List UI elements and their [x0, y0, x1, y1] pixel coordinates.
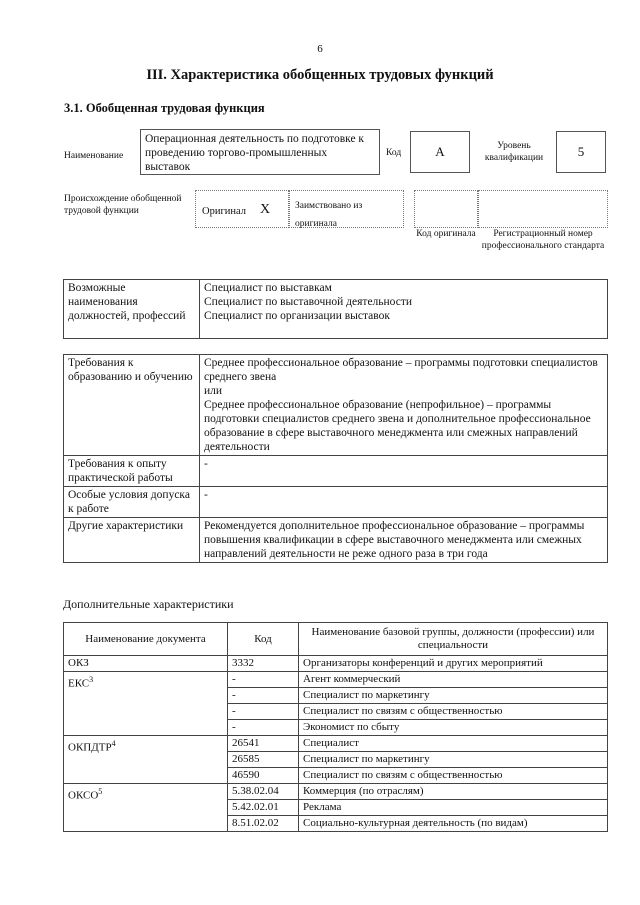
table-row [64, 784, 608, 800]
col-name-header: Наименование базовой группы, должности (профессии) или специальности [299, 623, 608, 656]
req-education-label: Требования к образованию и обучению [64, 355, 200, 456]
occupation-name-cell: Социально-культурная деятельность (по видам) [299, 816, 608, 832]
occupation-name-cell: Специалист по маркетингу [299, 688, 608, 704]
position-item: Специалист по выставкам [204, 282, 332, 294]
code-cell: - [228, 688, 299, 704]
code-value: А [410, 131, 470, 173]
borrowed-cell [289, 190, 404, 228]
req-experience-value: - [200, 456, 608, 487]
doc-name-cell [64, 784, 228, 832]
occupation-name-cell: Специалист [299, 736, 608, 752]
doc-name-cell [64, 736, 228, 784]
code-cell: 3332 [228, 656, 299, 672]
req-line: или [204, 385, 223, 397]
level-value: 5 [556, 131, 606, 173]
occupation-name-cell: Организаторы конференций и других мероприятий [299, 656, 608, 672]
code-cell: 26541 [228, 736, 299, 752]
doc-name: ОКЗ [68, 657, 89, 669]
footnote-ref: 5 [98, 787, 103, 796]
code-original-label: Код оригинала [416, 229, 476, 239]
code-cell: 46590 [228, 768, 299, 784]
additional-title: Дополнительные характеристики [63, 597, 234, 611]
req-other-value: Рекомендуется дополнительное профессиональное образование – программы повышения квалификации в сфере выставочного менеджмента или смежных направлений деятельности не реже одного раза в три года [200, 518, 608, 563]
position-item: Специалист по выставочной деятельности [204, 296, 413, 308]
occupation-name-cell: Специалист по маркетингу [299, 752, 608, 768]
doc-name: ОКПДТР [68, 741, 112, 754]
positions-values [200, 280, 608, 339]
req-line: Среднее профессиональное образование (непрофильное) – программы подготовки специалистов среднего звена и дополнительное профессиональное образование в сфере выставочного менеджмента или смежных направлений деятельности [204, 399, 591, 453]
original-cell [195, 190, 289, 228]
code-label: Код [386, 148, 402, 158]
positions-label: Возможные наименования должностей, профессий [64, 280, 200, 339]
occupation-name-cell: Агент коммерческий [299, 672, 608, 688]
occupation-name-cell: Экономист по сбыту [299, 720, 608, 736]
footnote-ref: 3 [89, 675, 94, 684]
occupation-name-cell: Коммерция (по отраслям) [299, 784, 608, 800]
code-cell: 5.42.02.01 [228, 800, 299, 816]
table-row [64, 736, 608, 752]
footnote-ref: 4 [111, 739, 116, 748]
occupation-name-cell: Реклама [299, 800, 608, 816]
subsection-title: 3.1. Обобщенная трудовая функция [64, 101, 265, 115]
level-label: Уровень квалификации [484, 141, 544, 163]
code-cell: 26585 [228, 752, 299, 768]
reg-number-label: Регистрационный номер профессионального стандарта [481, 229, 605, 251]
req-admission-label: Особые условия допуска к работе [64, 487, 200, 518]
function-name-value: Операционная деятельность по подготовке к проведению торгово-промышленных выставок [140, 129, 380, 175]
table-row [64, 672, 608, 688]
req-line: Среднее профессиональное образование – программы подготовки специалистов среднего звена [204, 357, 598, 383]
col-doc-header: Наименование документа [64, 623, 228, 656]
table-row [64, 656, 608, 672]
additional-table [63, 622, 608, 832]
original-mark: X [260, 202, 271, 217]
occupation-name-cell: Специалист по связям с общественностью [299, 704, 608, 720]
doc-name: ОКСО [68, 789, 99, 802]
page-number: 6 [317, 43, 323, 55]
doc-name-cell [64, 656, 228, 672]
original-label: Оригинал [202, 206, 246, 217]
code-cell: 5.38.02.04 [228, 784, 299, 800]
requirements-table [63, 354, 608, 563]
req-education-value [200, 355, 608, 456]
origin-label: Происхождение обобщенной трудовой функции [64, 194, 182, 216]
name-label: Наименование [64, 151, 124, 161]
doc-name: ЕКС [68, 677, 90, 690]
doc-name-cell [64, 672, 228, 736]
borrowed-label: Заимствовано из оригинала [295, 201, 363, 229]
positions-table [63, 279, 608, 339]
code-cell: - [228, 704, 299, 720]
code-cell: - [228, 720, 299, 736]
req-admission-value: - [200, 487, 608, 518]
col-code-header: Код [228, 623, 299, 656]
code-cell: 8.51.02.02 [228, 816, 299, 832]
position-item: Специалист по организации выставок [204, 310, 390, 322]
occupation-name-cell: Специалист по связям с общественностью [299, 768, 608, 784]
req-experience-label: Требования к опыту практической работы [64, 456, 200, 487]
req-other-label: Другие характеристики [64, 518, 200, 563]
reg-number-cell [478, 190, 608, 228]
code-original-cell [414, 190, 478, 228]
section-title: III. Характеристика обобщенных трудовых функций [146, 67, 494, 83]
code-cell: - [228, 672, 299, 688]
